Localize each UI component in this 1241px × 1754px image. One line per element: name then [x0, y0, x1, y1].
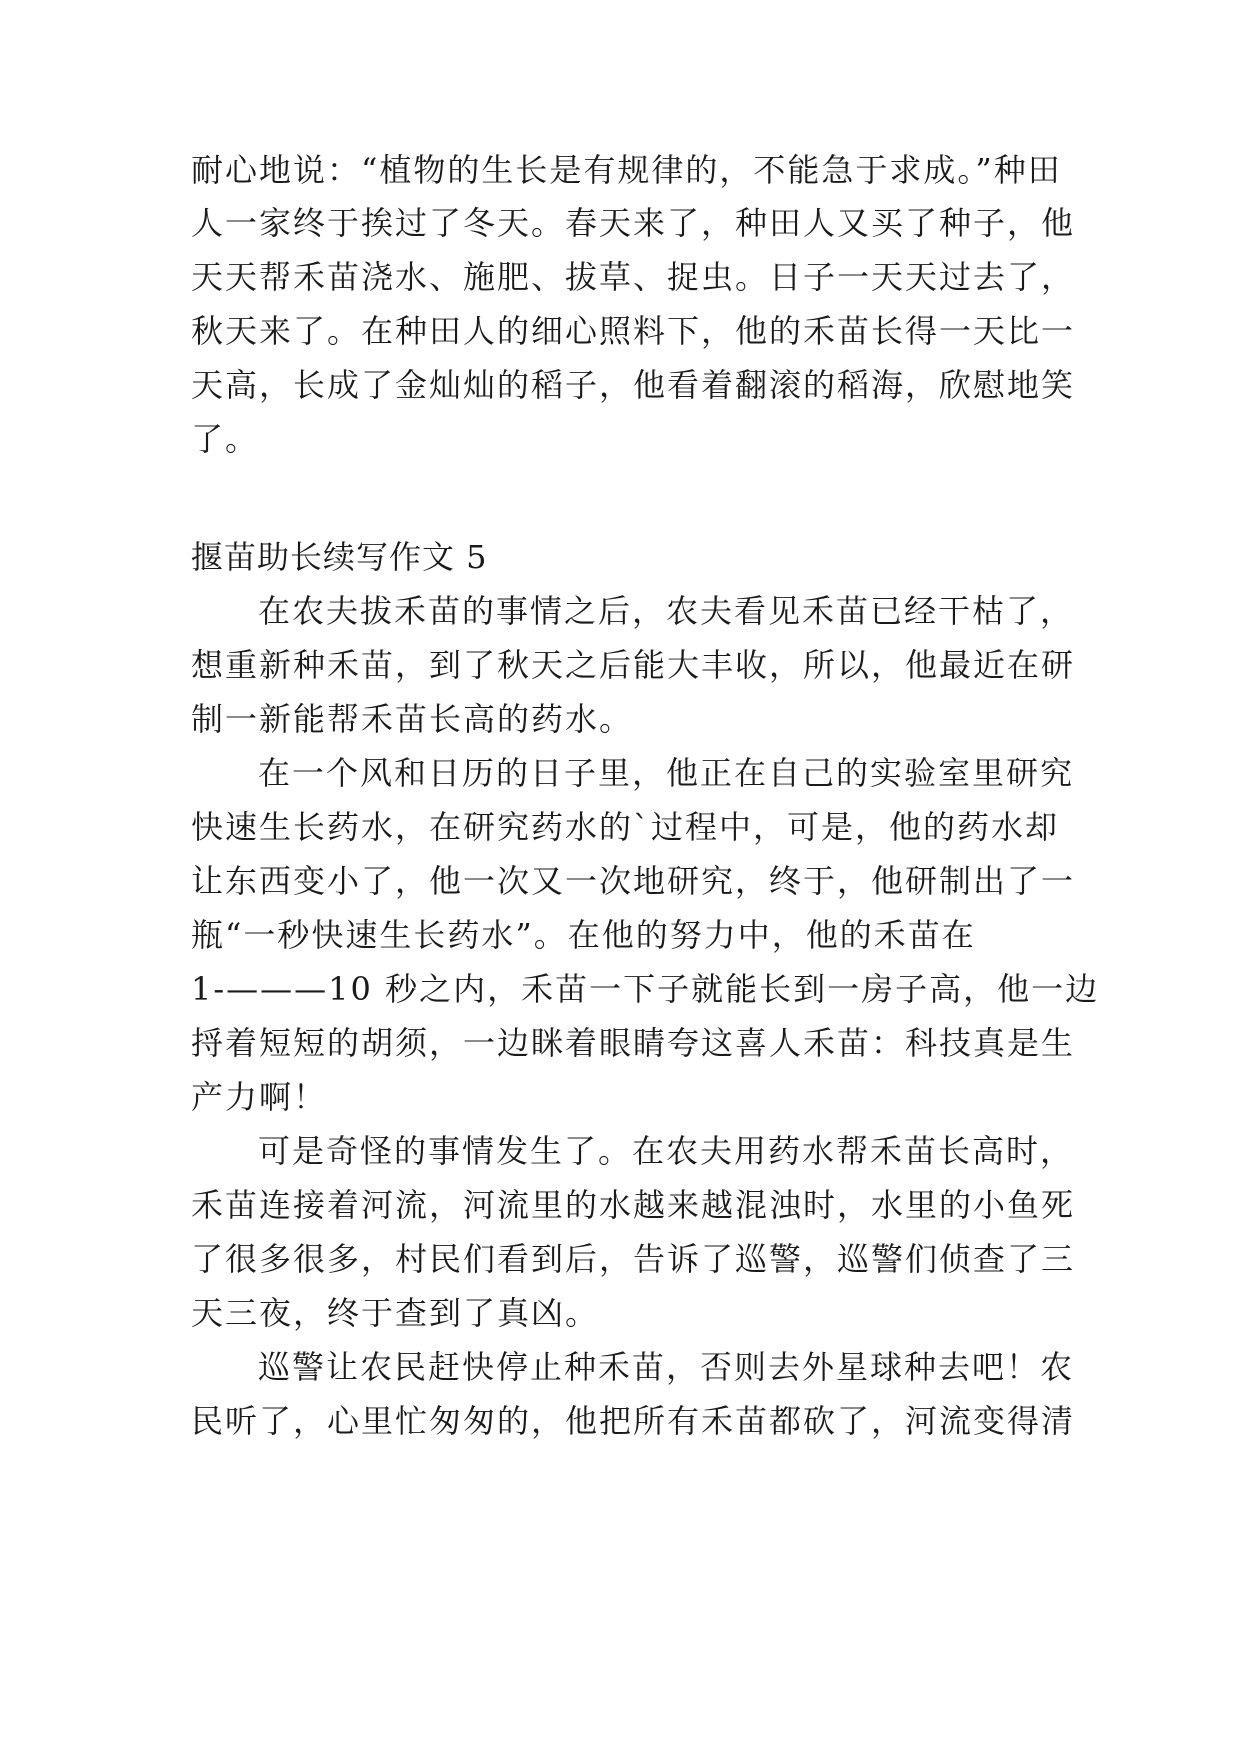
text-line: 在一个风和日历的日子里，他正在自己的实验室里研究: [258, 754, 1075, 792]
section-title: 揠苗助长续写作文 5: [191, 538, 488, 576]
text-line: 了很多很多，村民们看到后，告诉了巡警，巡警们侦查了三: [191, 1240, 1076, 1278]
text-line: 快速生长药水，在研究药水的`过程中，可是，他的药水却: [191, 808, 1060, 846]
text-line: 制一新能帮禾苗长高的药水。: [191, 700, 634, 738]
text-line: 巡警让农民赶快停止种禾苗，否则去外星球种去吧！农: [258, 1348, 1075, 1386]
text-line: 人一家终于挨过了冬天。春天来了，种田人又买了种子，他: [191, 204, 1076, 242]
text-line: 耐心地说：“植物的生长是有规律的，不能急于求成。”种田: [191, 151, 1062, 189]
text-line: 民听了，心里忙匆匆的，他把所有禾苗都砍了，河流变得清: [191, 1402, 1076, 1440]
text-line: 想重新种禾苗，到了秋天之后能大丰收，所以，他最近在研: [191, 646, 1076, 684]
text-line: 可是奇怪的事情发生了。在农夫用药水帮禾苗长高时，: [258, 1132, 1075, 1170]
text-line: 天三夜，终于查到了真凶。: [191, 1294, 600, 1332]
text-line: 秋天来了。在种田人的细心照料下，他的禾苗长得一天比一: [191, 312, 1076, 350]
text-line: 1-———10 秒之内，禾苗一下子就能长到一房子高，他一边: [191, 970, 1100, 1008]
text-line: 让东西变小了，他一次又一次地研究，终于，他研制出了一: [191, 862, 1076, 900]
text-line: 捋着短短的胡须，一边眯着眼睛夸这喜人禾苗：科技真是生: [191, 1024, 1076, 1062]
text-line: 瓶“一秒快速生长药水”。在他的努力中，他的禾苗在: [191, 916, 976, 954]
text-line: 了。: [191, 420, 260, 458]
text-line: 天高，长成了金灿灿的稻子，他看着翻滚的稻海，欣慰地笑: [191, 366, 1076, 404]
text-line: 在农夫拔禾苗的事情之后，农夫看见禾苗已经干枯了，: [258, 592, 1075, 630]
text-line: 天天帮禾苗浇水、施肥、拔草、捉虫。日子一天天过去了，: [191, 258, 1076, 296]
text-line: 产力啊！: [191, 1078, 328, 1116]
text-line: 禾苗连接着河流，河流里的水越来越混浊时，水里的小鱼死: [191, 1186, 1076, 1224]
